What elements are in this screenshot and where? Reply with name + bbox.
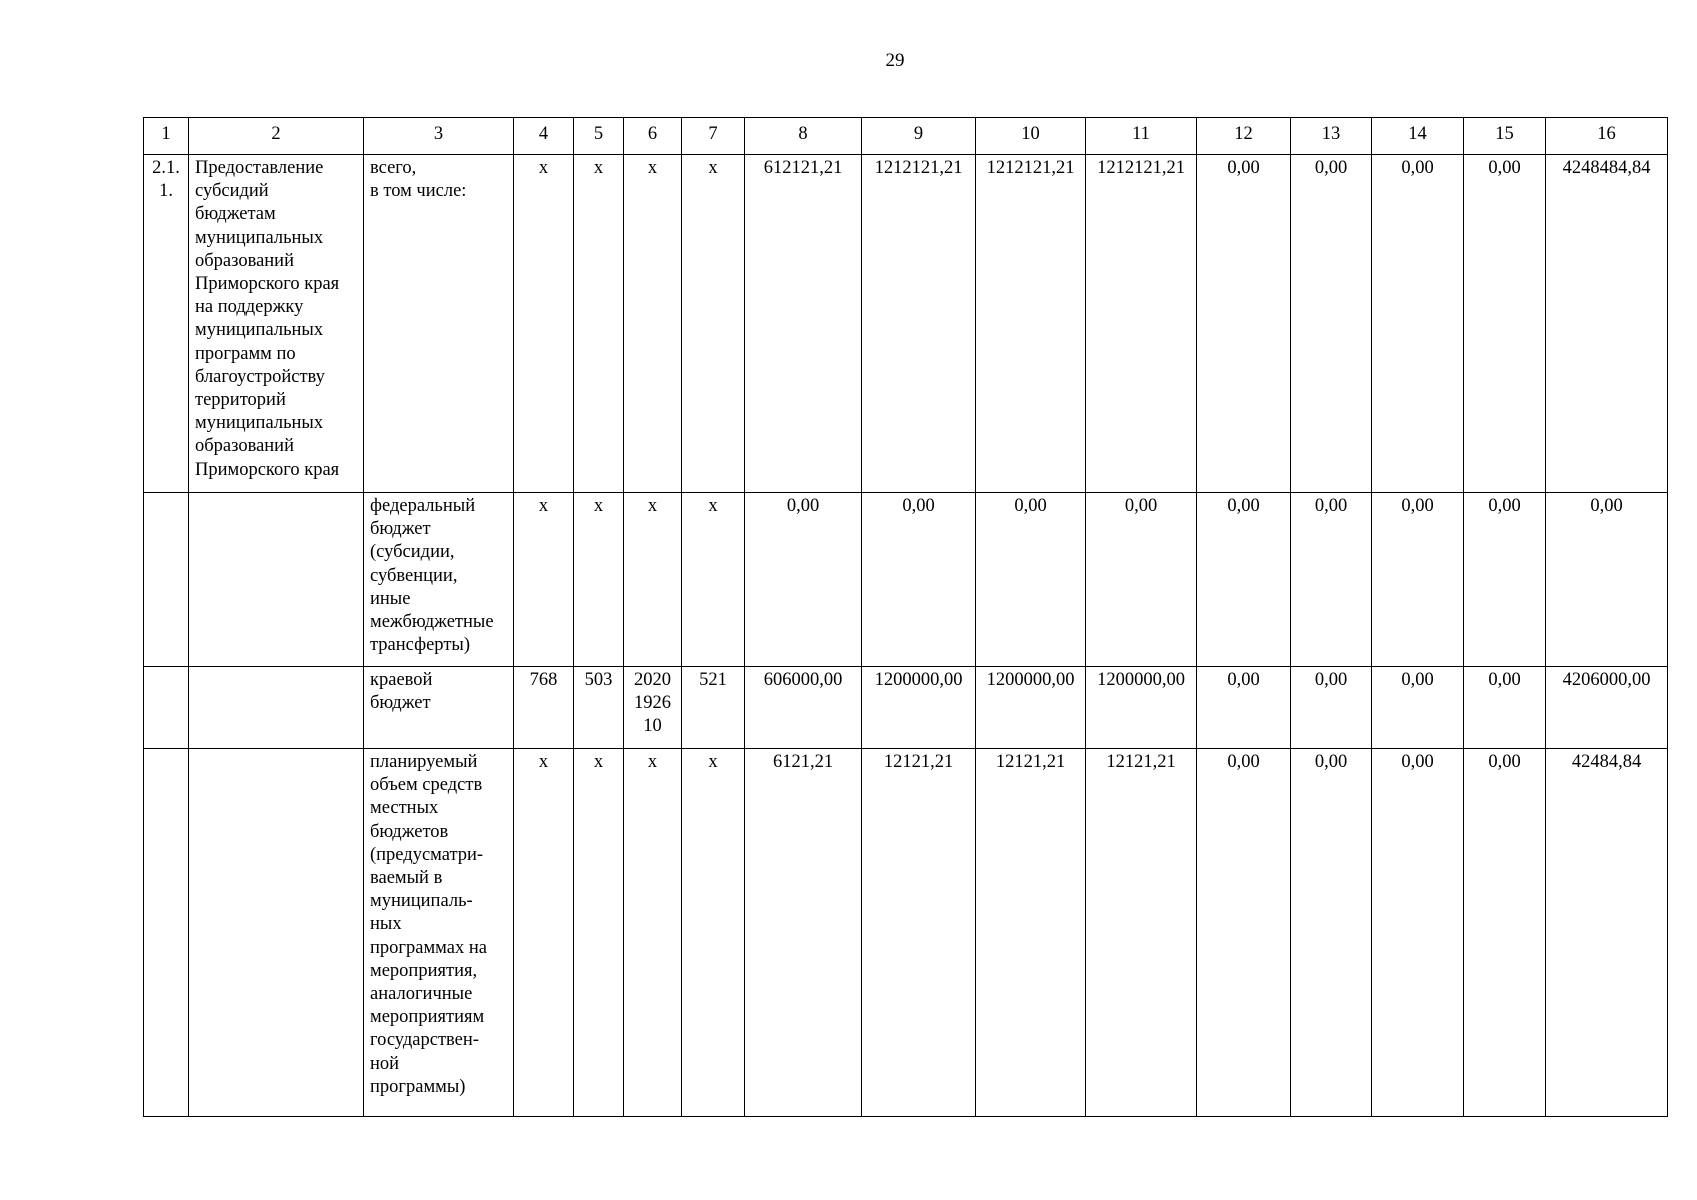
table-cell: 0,00 (1464, 667, 1546, 749)
table-cell: 1200000,00 (1086, 667, 1197, 749)
header-cell: 6 (624, 118, 682, 155)
table-cell: 606000,00 (745, 667, 862, 749)
table-cell: 768 (514, 667, 574, 749)
table-cell: x (682, 155, 745, 493)
row-number-cell (144, 667, 189, 749)
table-cell: x (574, 493, 624, 667)
header-cell: 16 (1546, 118, 1668, 155)
table-cell: 0,00 (1372, 749, 1464, 1117)
activity-name-cell (189, 667, 364, 749)
activity-name-cell: Предоставление субсидий бюджетам муниципальных образований Приморского края на поддержку муниципальных программ по благоустройству территорий муниципальных образований Приморского края (189, 155, 364, 493)
activity-name-cell (189, 493, 364, 667)
table-cell: x (574, 749, 624, 1117)
header-cell: 3 (364, 118, 514, 155)
table-row (144, 493, 1668, 667)
table-cell: 0,00 (1197, 667, 1291, 749)
header-cell: 15 (1464, 118, 1546, 155)
header-cell: 13 (1291, 118, 1372, 155)
table-cell: 0,00 (745, 493, 862, 667)
table-cell: 6121,21 (745, 749, 862, 1117)
header-cell: 2 (189, 118, 364, 155)
table-cell: x (514, 749, 574, 1117)
table-cell: x (574, 155, 624, 493)
header-cell: 14 (1372, 118, 1464, 155)
table-row (144, 155, 1668, 493)
header-cell: 1 (144, 118, 189, 155)
budget-table (143, 117, 1668, 1117)
table-cell: 0,00 (1372, 155, 1464, 493)
table-cell: 12121,21 (1086, 749, 1197, 1117)
header-cell: 11 (1086, 118, 1197, 155)
table-cell: 1200000,00 (976, 667, 1086, 749)
header-cell: 4 (514, 118, 574, 155)
table-cell: 612121,21 (745, 155, 862, 493)
funding-source-cell: всего, в том числе: (364, 155, 514, 493)
table-cell: 1200000,00 (862, 667, 976, 749)
header-cell: 8 (745, 118, 862, 155)
table-cell: x (682, 749, 745, 1117)
table-cell: 503 (574, 667, 624, 749)
table-cell: 0,00 (1464, 155, 1546, 493)
page-number: 29 (885, 50, 905, 71)
row-number-cell: 2.1. 1. (144, 155, 189, 493)
table-cell: 0,00 (862, 493, 976, 667)
table-cell: 4206000,00 (1546, 667, 1668, 749)
header-cell: 7 (682, 118, 745, 155)
table-row (144, 667, 1668, 749)
header-cell: 12 (1197, 118, 1291, 155)
activity-name-cell (189, 749, 364, 1117)
funding-source-cell: планируемый объем средств местных бюджетов (предусматри- ваемый в муниципаль- ных программах на мероприятия, аналогичные мероприятиям государствен- ной программы) (364, 749, 514, 1117)
table-cell: x (624, 493, 682, 667)
table-cell: 0,00 (1464, 493, 1546, 667)
table-cell: 0,00 (976, 493, 1086, 667)
table-cell: 4248484,84 (1546, 155, 1668, 493)
table-cell: 12121,21 (976, 749, 1086, 1117)
table-header-row (144, 118, 1668, 155)
header-cell: 5 (574, 118, 624, 155)
header-cell: 10 (976, 118, 1086, 155)
table-cell: x (624, 749, 682, 1117)
row-number-cell (144, 493, 189, 667)
table-cell: 0,00 (1291, 493, 1372, 667)
header-cell: 9 (862, 118, 976, 155)
table-cell: 0,00 (1546, 493, 1668, 667)
table-cell: 0,00 (1464, 749, 1546, 1117)
table-cell: 0,00 (1291, 749, 1372, 1117)
table-cell: 0,00 (1372, 493, 1464, 667)
table-cell: x (514, 155, 574, 493)
table-cell: 12121,21 (862, 749, 976, 1117)
funding-source-cell: федеральный бюджет (субсидии, субвенции, иные межбюджетные трансферты) (364, 493, 514, 667)
table-cell: 0,00 (1197, 155, 1291, 493)
table-cell: 0,00 (1291, 155, 1372, 493)
table-cell: 0,00 (1197, 749, 1291, 1117)
table-cell: 0,00 (1291, 667, 1372, 749)
table-cell: 1212121,21 (862, 155, 976, 493)
funding-source-cell: краевой бюджет (364, 667, 514, 749)
table-cell: x (514, 493, 574, 667)
table-cell: 2020 1926 10 (624, 667, 682, 749)
table-cell: x (682, 493, 745, 667)
table-cell: 0,00 (1086, 493, 1197, 667)
table-cell: 0,00 (1372, 667, 1464, 749)
table-cell: 1212121,21 (1086, 155, 1197, 493)
table-cell: 42484,84 (1546, 749, 1668, 1117)
table-cell: 1212121,21 (976, 155, 1086, 493)
row-number-cell (144, 749, 189, 1117)
table-cell: 0,00 (1197, 493, 1291, 667)
table-row (144, 749, 1668, 1117)
table-cell: 521 (682, 667, 745, 749)
table-cell: x (624, 155, 682, 493)
